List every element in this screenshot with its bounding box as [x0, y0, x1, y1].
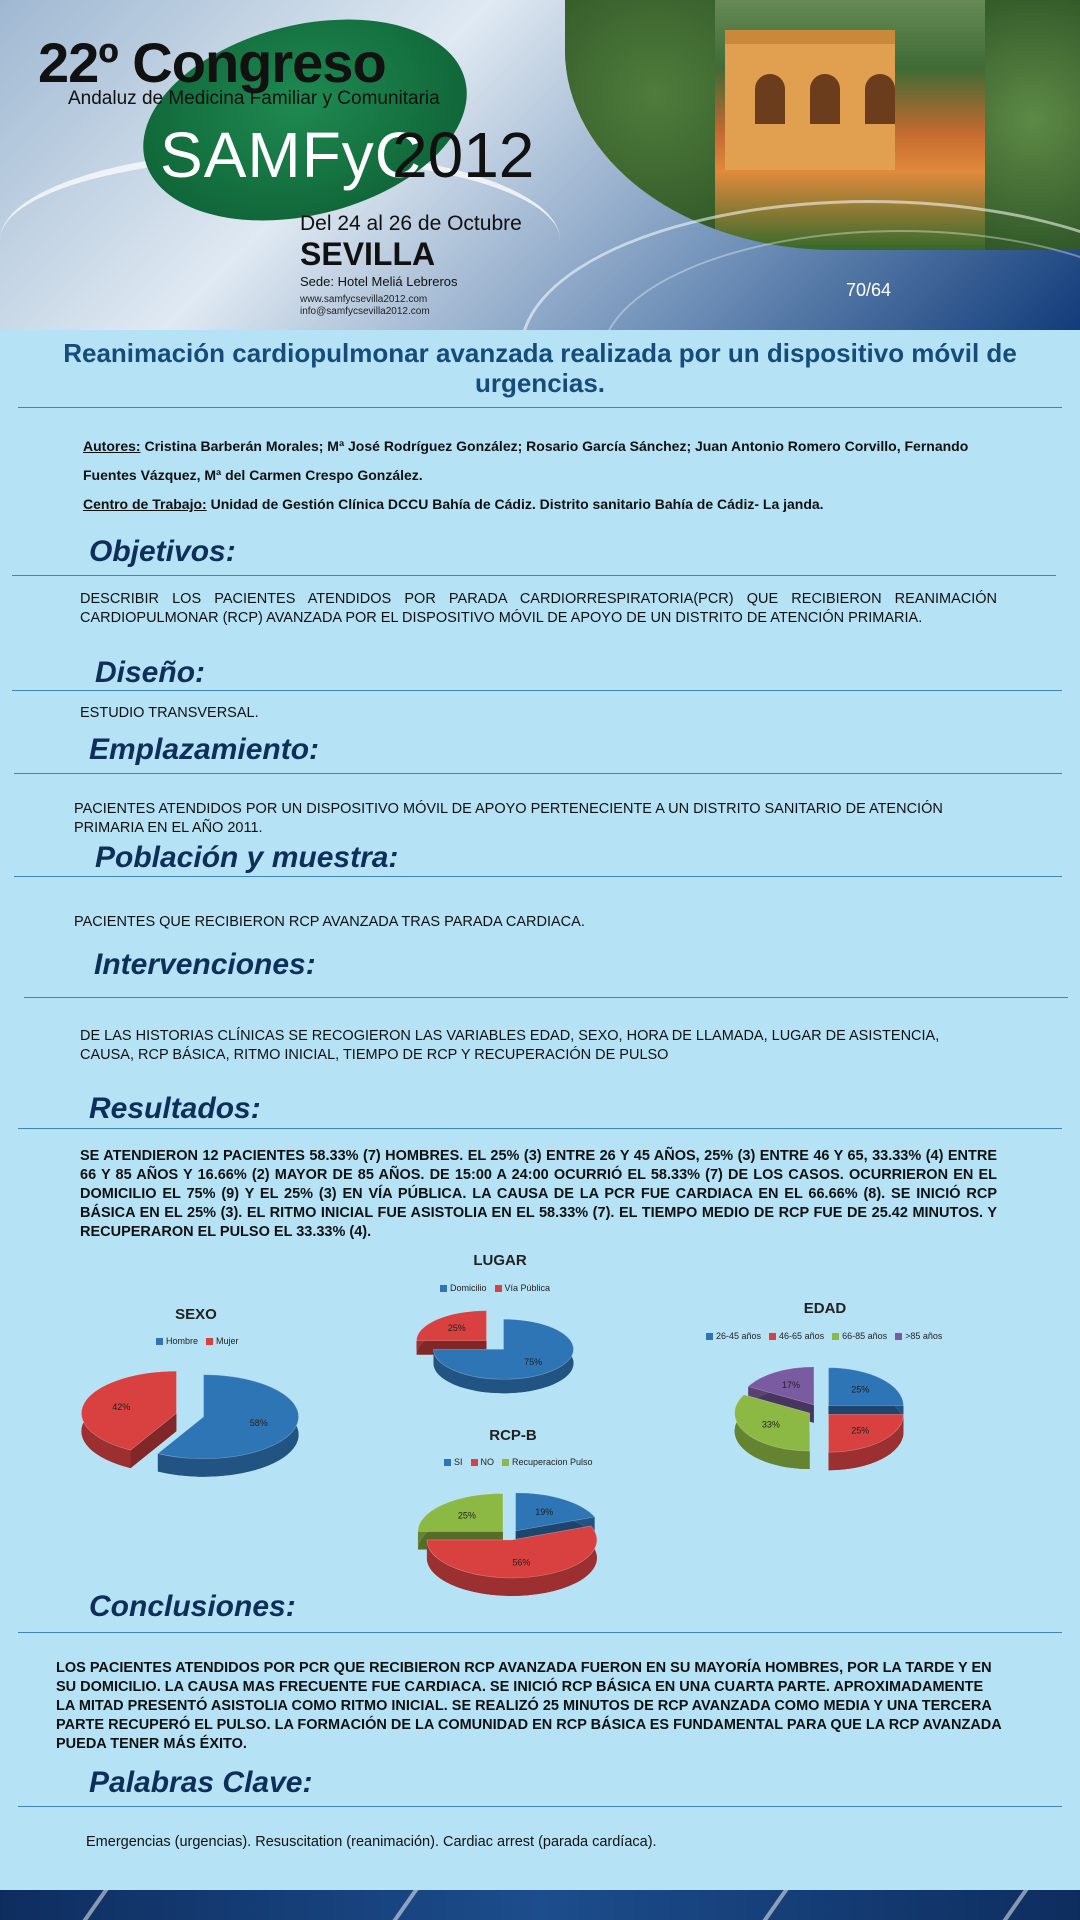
- legend-item: [769, 1331, 824, 1341]
- congress-banner: [0, 0, 1080, 330]
- edad-data-label: 17%: [781, 1380, 800, 1391]
- legend-item: [706, 1331, 761, 1341]
- divider: [12, 690, 1062, 691]
- legend-sexo: [156, 1336, 239, 1346]
- lugar-data-label: 25%: [447, 1323, 466, 1334]
- legend-lugar: [440, 1283, 550, 1293]
- footer-stripe: [993, 1890, 1031, 1920]
- legend-item: [440, 1283, 487, 1293]
- congress-website: www.samfycsevilla2012.com: [300, 294, 428, 305]
- footer-stripe: [73, 1890, 111, 1920]
- congress-city: SEVILLA: [300, 236, 436, 272]
- rcpb-data-label: 25%: [457, 1510, 476, 1521]
- logo-year: 2012: [392, 119, 535, 191]
- legend-swatch-red: [471, 1459, 478, 1466]
- legend-swatch-blue: [440, 1285, 447, 1292]
- legend-label: Mujer: [216, 1336, 239, 1346]
- pie-chart-lugar: [410, 1305, 590, 1405]
- legend-label: Vía Pública: [504, 1283, 551, 1293]
- text-poblacion: PACIENTES QUE RECIBIERON RCP AVANZADA TRAS PARADA CARDIACA.: [74, 914, 585, 930]
- workplace-label: Centro de Trabajo:: [83, 496, 207, 512]
- congress-subtitle: Andaluz de Medicina Familiar y Comunitaria: [68, 88, 440, 109]
- legend-edad: [706, 1331, 942, 1341]
- legend-swatch-red: [206, 1338, 213, 1345]
- legend-swatch-green: [832, 1333, 839, 1340]
- congress-email: info@samfycsevilla2012.com: [300, 306, 430, 317]
- legend-swatch-purple: [895, 1333, 902, 1340]
- divider: [14, 773, 1062, 774]
- legend-item: [832, 1331, 887, 1341]
- legend-label: Hombre: [166, 1336, 199, 1346]
- legend-item: [495, 1283, 551, 1293]
- legend-swatch-blue: [444, 1459, 451, 1466]
- heading-intervenciones: Intervenciones:: [94, 948, 316, 981]
- authors-block: [83, 432, 1003, 519]
- congress-venue: Sede: Hotel Meliá Lebreros: [300, 274, 458, 289]
- heading-poblacion: Población y muestra:: [95, 841, 399, 874]
- divider: [18, 1128, 1062, 1129]
- text-resultados: SE ATENDIERON 12 PACIENTES 58.33% (7) HOMBRES. EL 25% (3) ENTRE 26 Y 45 AÑOS, 25% (3) ENTRE 46 Y 65, 33.33% (4) ENTRE 66 Y 85 AÑOS Y 16.66% (2) MAYOR DE 85 AÑOS. DE 15:00 A 24:00 OCURRIÓ EL 58.33% (7) DE LOS CASOS. OCURRIERON EN EL DOMICILIO EL 75% (9) Y EL 25% (3) EN VÍA PÚBLICA. LA CAUSA DE LA PCR FUE CARDIACA EN EL 66.66% (8). SE INICIÓ RCP BÁSICA EN EL 25% (3). EL RITMO INICIAL FUE ASISTOLIA EN EL 58.33% (7). EL TIEMPO MEDIO DE RCP FUE DE 25.42 MINUTOS. Y RECUPERARON EL PULSO EL 33.33% (4).: [80, 1148, 997, 1240]
- congress-dates: Del 24 al 26 de Octubre: [300, 212, 522, 235]
- legend-label: Domicilio: [450, 1283, 487, 1293]
- legend-label: NO: [480, 1457, 495, 1467]
- authors-label: Autores:: [83, 438, 141, 454]
- text-intervenciones: DE LAS HISTORIAS CLÍNICAS SE RECOGIERON LAS VARIABLES EDAD, SEXO, HORA DE LLAMADA, LUGAR DE ASISTENCIA, CAUSA, RCP BÁSICA, RITMO INICIAL, TIEMPO DE RCP Y RECUPERACIÓN DE PULSO: [80, 1028, 940, 1063]
- sexo-data-label: 42%: [112, 1401, 131, 1412]
- legend-swatch-blue: [706, 1333, 713, 1340]
- chart-title-lugar: LUGAR: [473, 1252, 527, 1269]
- chart-title-rcpb: RCP-B: [489, 1427, 537, 1444]
- text-conclusiones: LOS PACIENTES ATENDIDOS POR PCR QUE RECIBIERON RCP AVANZADA FUERON EN SU MAYORÍA HOMBRES, POR LA TARDE Y EN SU DOMICILIO. LA CAUSA MAS FRECUENTE FUE CARDIACA. SE INICIÓ RCP BÁSICA EN UNA CUARTA PARTE. APROXIMADAMENTE LA MITAD PRESENTÓ ASISTOLIA COMO RITMO INICIAL. SE REALIZÓ 25 MINUTOS DE RCP AVANZADA COMO MEDIA Y UNA TERCERA PARTE RECUPERÓ EL PULSO. LA FORMACIÓN DE LA COMUNIDAD EN RCP BÁSICA ES FUNDAMENTAL PARA QUE LA RCP AVANZADA PUEDA TENER MÁS ÉXITO.: [56, 1660, 1002, 1752]
- chart-title-edad: EDAD: [803, 1300, 847, 1317]
- legend-item: [156, 1336, 198, 1346]
- heading-resultados: Resultados:: [89, 1092, 261, 1125]
- text-diseno: ESTUDIO TRANSVERSAL.: [80, 705, 259, 721]
- pie-chart-edad: [710, 1350, 930, 1490]
- divider: [24, 997, 1068, 998]
- divider: [12, 575, 1056, 576]
- rcpb-data-label: 19%: [535, 1507, 554, 1518]
- poster-title: Reanimación cardiopulmonar avanzada realizada por un dispositivo móvil de urgencias.: [63, 338, 1017, 398]
- heading-conclusiones: Conclusiones:: [89, 1590, 296, 1623]
- authors-names: Cristina Barberán Morales; Mª José Rodríguez González; Rosario García Sánchez; Juan Antonio Romero Corvillo, Fernando Fuentes Vázquez, Mª del Carmen Crespo González.: [83, 438, 969, 483]
- trees-graphic: [565, 0, 715, 250]
- legend-label: 26-45 años: [716, 1331, 762, 1341]
- sexo-data-label: 58%: [249, 1418, 268, 1429]
- legend-label: 66-85 años: [842, 1331, 888, 1341]
- divider: [18, 1632, 1062, 1633]
- legend-swatch-green: [502, 1459, 509, 1466]
- footer-stripe: [753, 1890, 791, 1920]
- legend-label: >85 años: [905, 1331, 943, 1341]
- pie-chart-sexo: [80, 1360, 320, 1490]
- edad-data-label: 25%: [851, 1425, 870, 1436]
- legend-label: 46-65 años: [779, 1331, 825, 1341]
- divider: [18, 1806, 1062, 1807]
- text-objetivos: DESCRIBIR LOS PACIENTES ATENDIDOS POR PARADA CARDIORRESPIRATORIA(PCR) QUE RECIBIERON REANIMACIÓN CARDIOPULMONAR (RCP) AVANZADA POR EL DISPOSITIVO MÓVIL DE APOYO DE UN DISTRITO DE ATENCIÓN PRIMARIA.: [80, 591, 997, 626]
- footer-stripe: [383, 1890, 421, 1920]
- rcpb-data-label: 56%: [512, 1557, 531, 1568]
- legend-item: [471, 1457, 495, 1467]
- edad-data-label: 33%: [761, 1419, 780, 1430]
- pie-chart-rcpb: [410, 1480, 620, 1610]
- workplace-text: Unidad de Gestión Clínica DCCU Bahía de Cádiz. Distrito sanitario Bahía de Cádiz- La janda.: [206, 496, 824, 512]
- legend-item: [502, 1457, 593, 1467]
- heading-emplazamiento: Emplazamiento:: [89, 733, 320, 766]
- legend-rcpb: [444, 1457, 593, 1467]
- legend-item: [444, 1457, 463, 1467]
- footer-band: [0, 1890, 1080, 1920]
- text-palabras-clave: Emergencias (urgencias). Resuscitation (reanimación). Cardiac arrest (parada cardíaca).: [86, 1834, 657, 1850]
- divider: [18, 407, 1062, 408]
- legend-swatch-red: [769, 1333, 776, 1340]
- legend-swatch-red: [495, 1285, 502, 1292]
- congress-contact: [300, 294, 430, 318]
- chart-title-sexo: SEXO: [175, 1306, 217, 1323]
- legend-item: [895, 1331, 942, 1341]
- heading-diseno: Diseño:: [95, 656, 206, 689]
- page-number: 70/64: [846, 280, 892, 300]
- edad-data-label: 25%: [851, 1384, 870, 1395]
- congress-number: 22º Congreso: [38, 31, 386, 94]
- legend-label: SI: [454, 1457, 463, 1467]
- building-graphic: [725, 30, 895, 170]
- legend-label: Recuperacion Pulso: [512, 1457, 593, 1467]
- legend-swatch-blue: [156, 1338, 163, 1345]
- samfyc-logo: SAMFyC: [160, 119, 422, 191]
- lugar-data-label: 75%: [524, 1356, 543, 1367]
- heading-objetivos: Objetivos:: [89, 535, 236, 568]
- divider: [14, 876, 1062, 877]
- text-emplazamiento: PACIENTES ATENDIDOS POR UN DISPOSITIVO MÓVIL DE APOYO PERTENECIENTE A UN DISTRITO SANITARIO DE ATENCIÓN PRIMARIA EN EL AÑO 2011.: [74, 801, 943, 836]
- heading-palabras-clave: Palabras Clave:: [89, 1766, 313, 1799]
- legend-item: [206, 1336, 239, 1346]
